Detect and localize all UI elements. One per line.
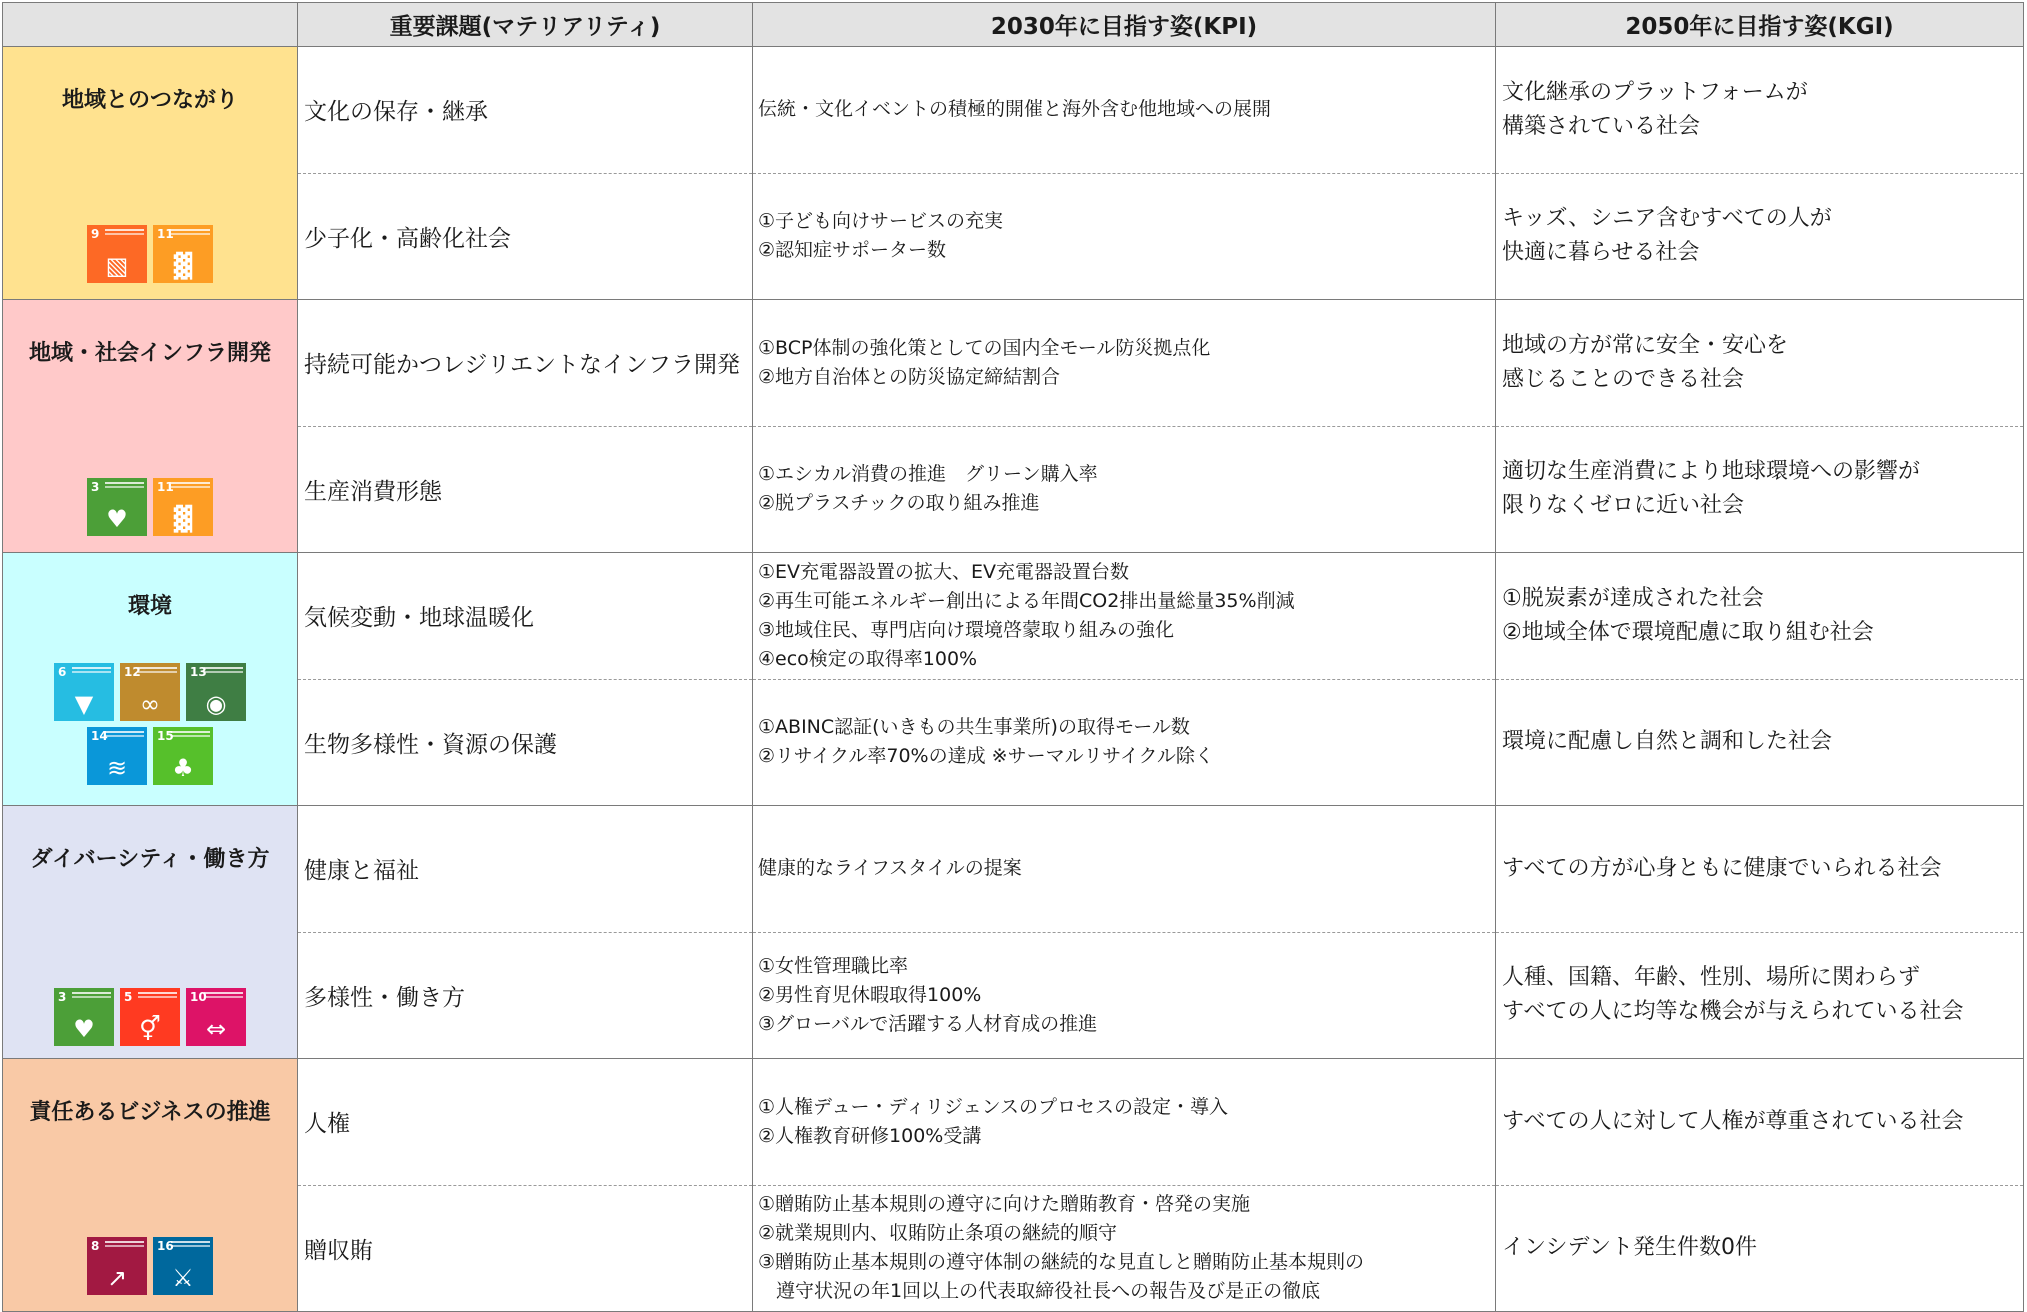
- topic-cell: 気候変動・地球温暖化: [298, 553, 753, 680]
- category-inner: [3, 806, 297, 1058]
- header-kpi: 2030年に目指す姿(KPI): [753, 3, 1496, 47]
- kpi-cell: [753, 806, 1496, 933]
- kgi-line: 地域の方が常に安全・安心を: [1502, 332, 1789, 358]
- category-inner: [3, 553, 297, 805]
- sdg-11-icon: [153, 225, 213, 283]
- kgi-line: 快適に暮らせる社会: [1502, 240, 1700, 266]
- topic-cell: 文化の保存・継承: [298, 47, 753, 174]
- health-icon: ♥: [106, 505, 128, 533]
- sdg-caption-lines: [72, 992, 111, 998]
- climate-eye-icon: ◉: [205, 690, 227, 718]
- tree-icon: ♣: [172, 754, 194, 782]
- category-title: ダイバーシティ・働き方: [30, 847, 270, 872]
- equality-icon: ⇔: [205, 1015, 227, 1043]
- sdg-13-icon: [186, 663, 246, 721]
- kpi-line: ①ABINC認証(いきもの共生事業所)の取得モール数: [758, 716, 1190, 739]
- header-topic: 重要課題(マテリアリティ): [298, 3, 753, 47]
- kgi-cell: [1496, 679, 2024, 806]
- growth-icon: ↗: [106, 1264, 128, 1292]
- kgi-cell: [1496, 806, 2024, 933]
- kpi-line: ①BCP体制の強化策としての国内全モール防災拠点化: [758, 336, 1211, 359]
- sdg-caption-lines: [105, 229, 144, 235]
- sdg-icon-group: [3, 478, 297, 536]
- kgi-line: 感じることのできる社会: [1502, 366, 1745, 392]
- header-blank-cell: [3, 3, 298, 47]
- kpi-cell: [753, 1185, 1496, 1312]
- kgi-cell: [1496, 300, 2024, 427]
- kpi-cell: [753, 173, 1496, 300]
- sdg-number: 14: [91, 729, 108, 743]
- kpi-line: ①エシカル消費の推進 グリーン購入率: [758, 463, 1098, 486]
- sdg-number: 12: [124, 665, 141, 679]
- category-cell: [3, 1059, 298, 1312]
- kpi-cell: [753, 300, 1496, 427]
- kgi-cell: [1496, 1185, 2024, 1312]
- health-icon: ♥: [73, 1015, 95, 1043]
- category-cell: [3, 553, 298, 806]
- kpi-line: ②地方自治体との防災協定締結割合: [758, 365, 1061, 388]
- sdg-icon-group: [3, 1237, 297, 1295]
- sdg-caption-lines: [105, 731, 144, 737]
- sdg-8-icon: [87, 1237, 147, 1295]
- topic-cell: 人権: [298, 1059, 753, 1186]
- kgi-cell: [1496, 932, 2024, 1059]
- table-row: [3, 1059, 2024, 1186]
- sdg-number: 11: [157, 227, 174, 241]
- materiality-table-body: [3, 47, 2024, 1312]
- sdg-number: 11: [157, 480, 174, 494]
- table-row: [3, 47, 2024, 174]
- topic-cell: 生産消費形態: [298, 426, 753, 553]
- category-inner: [3, 300, 297, 552]
- kpi-line: ②人権教育研修100%受講: [758, 1124, 982, 1147]
- sdg-number: 10: [190, 990, 207, 1004]
- sdg-number: 3: [91, 480, 100, 494]
- kgi-cell: [1496, 173, 2024, 300]
- sdg-number: 5: [124, 990, 133, 1004]
- kpi-line: ①EV充電器設置の拡大、EV充電器設置台数: [758, 560, 1130, 583]
- table-row: [3, 553, 2024, 680]
- peace-icon: ⚔: [172, 1264, 194, 1292]
- kgi-line: キッズ、シニア含むすべての人が: [1502, 206, 1832, 232]
- table-row: [3, 932, 2024, 1059]
- sdg-10-icon: [186, 988, 246, 1046]
- kpi-line: ②脱プラスチックの取り組み推進: [758, 492, 1040, 515]
- kpi-cell: [753, 1059, 1496, 1186]
- kpi-line: ③グローバルで活躍する人材育成の推進: [758, 1012, 1098, 1035]
- topic-cell: 多様性・働き方: [298, 932, 753, 1059]
- sdg-icon-group: [3, 225, 297, 283]
- table-row: [3, 806, 2024, 933]
- kgi-line: 構築されている社会: [1502, 113, 1701, 139]
- sdg-caption-lines: [72, 667, 111, 673]
- kpi-line: ①女性管理職比率: [758, 954, 909, 977]
- kpi-line: ③地域住民、専門店向け環境啓蒙取り組みの強化: [758, 618, 1175, 641]
- water-icon: ▼: [74, 690, 94, 718]
- sdg-11-icon: [153, 478, 213, 536]
- kpi-cell: [753, 679, 1496, 806]
- kgi-line: すべての方が心身ともに健康でいられる社会: [1502, 855, 1942, 881]
- table-row: [3, 679, 2024, 806]
- category-title: 地域とのつながり: [61, 88, 238, 113]
- topic-cell: 贈収賄: [298, 1185, 753, 1312]
- kgi-line: 文化継承のプラットフォームが: [1502, 79, 1808, 105]
- category-title: 地域・社会インフラ開発: [28, 341, 271, 366]
- topic-cell: 生物多様性・資源の保護: [298, 679, 753, 806]
- sdg-5-icon: [120, 988, 180, 1046]
- sdg-16-icon: [153, 1237, 213, 1295]
- gender-icon: ⚥: [139, 1015, 161, 1043]
- kpi-cell: [753, 426, 1496, 553]
- sdg-caption-lines: [204, 667, 243, 673]
- kgi-line: 環境に配慮し自然と調和した社会: [1502, 729, 1833, 755]
- kpi-line: 健康的なライフスタイルの提案: [758, 857, 1022, 880]
- sdg-icon-group: [50, 663, 250, 785]
- sdg-number: 9: [91, 227, 100, 241]
- kpi-line: ②認知症サポーター数: [758, 239, 947, 262]
- kgi-line: すべての人に対して人権が尊重されている社会: [1502, 1108, 1964, 1134]
- category-cell: [3, 806, 298, 1059]
- category-cell: [3, 300, 298, 553]
- industry-icon: ▧: [105, 252, 129, 280]
- kpi-cell: [753, 553, 1496, 680]
- kpi-cell: [753, 47, 1496, 174]
- kpi-line: ③贈賄防止基本規則の遵守体制の継続的な見直しと贈賄防止基本規則の: [758, 1251, 1365, 1274]
- sdg-number: 3: [58, 990, 67, 1004]
- category-title: 環境: [127, 594, 172, 619]
- category-inner: [3, 1059, 297, 1311]
- sdg-caption-lines: [105, 1241, 144, 1247]
- sdg-3-icon: [87, 478, 147, 536]
- kgi-line: インシデント発生件数0件: [1502, 1235, 1758, 1261]
- table-row: [3, 1185, 2024, 1312]
- kpi-line: ②男性育児休暇取得100%: [758, 983, 982, 1006]
- sdg-number: 15: [157, 729, 174, 743]
- category-cell: [3, 47, 298, 300]
- kgi-line: ②地域全体で環境配慮に取り組む社会: [1502, 619, 1874, 645]
- kgi-line: ①脱炭素が達成された社会: [1502, 585, 1764, 611]
- sdg-number: 13: [190, 665, 207, 679]
- table-row: [3, 173, 2024, 300]
- kpi-line: ②リサイクル率70%の達成 ※サーマルリサイクル除く: [758, 745, 1214, 768]
- topic-cell: 健康と福祉: [298, 806, 753, 933]
- sdg-6-icon: [54, 663, 114, 721]
- sdg-number: 6: [58, 665, 67, 679]
- sdg-caption-lines: [171, 482, 210, 488]
- topic-cell: 少子化・高齢化社会: [298, 173, 753, 300]
- kgi-cell: [1496, 426, 2024, 553]
- kpi-line: ④eco検定の取得率100%: [758, 647, 978, 670]
- kpi-line: ①人権デュー・ディリジェンスのプロセスの設定・導入: [758, 1095, 1228, 1118]
- sdg-caption-lines: [204, 992, 243, 998]
- sdg-caption-lines: [171, 229, 210, 235]
- infinity-icon: ∞: [140, 690, 160, 718]
- sdg-number: 8: [91, 1239, 100, 1253]
- header-kgi: 2050年に目指す姿(KGI): [1496, 3, 2024, 47]
- sdg-14-icon: [87, 727, 147, 785]
- sdg-caption-lines: [138, 992, 177, 998]
- sdg-caption-lines: [171, 731, 210, 737]
- sdg-3-icon: [54, 988, 114, 1046]
- kpi-line: 遵守状況の年1回以上の代表取締役社長への報告及び是正の徹底: [776, 1280, 1321, 1303]
- sdg-number: 16: [157, 1239, 174, 1253]
- sdg-caption-lines: [171, 1241, 210, 1247]
- kgi-cell: [1496, 47, 2024, 174]
- kpi-line: ①子ども向けサービスの充実: [758, 210, 1004, 233]
- sdg-15-icon: [153, 727, 213, 785]
- fish-icon: ≋: [106, 754, 128, 782]
- topic-cell: 持続可能かつレジリエントなインフラ開発: [298, 300, 753, 427]
- kgi-line: 適切な生産消費により地球環境への影響が: [1502, 459, 1921, 485]
- kpi-line: ①贈賄防止基本規則の遵守に向けた贈賄教育・啓発の実施: [758, 1193, 1251, 1216]
- kpi-line: ②再生可能エネルギー創出による年間CO2排出量総量35%削減: [758, 589, 1295, 612]
- category-inner: [3, 47, 297, 299]
- sdg-caption-lines: [138, 667, 177, 673]
- table-row: [3, 426, 2024, 553]
- table-row: [3, 300, 2024, 427]
- kgi-line: すべての人に均等な機会が与えられている社会: [1502, 999, 1964, 1025]
- materiality-table: [2, 2, 2024, 1312]
- kpi-line: ②就業規則内、収賄防止条項の継続的順守: [758, 1222, 1118, 1245]
- kgi-line: 人種、国籍、年齢、性別、場所に関わらず: [1502, 965, 1921, 991]
- city-icon: ▓: [173, 505, 193, 533]
- kpi-cell: [753, 932, 1496, 1059]
- sdg-caption-lines: [105, 482, 144, 488]
- kgi-cell: [1496, 553, 2024, 680]
- kgi-cell: [1496, 1059, 2024, 1186]
- category-title: 責任あるビジネスの推進: [29, 1100, 271, 1125]
- kpi-line: 伝統・文化イベントの積極的開催と海外含む他地域への展開: [758, 98, 1272, 121]
- kgi-line: 限りなくゼロに近い社会: [1502, 493, 1745, 519]
- sdg-12-icon: [120, 663, 180, 721]
- sdg-9-icon: [87, 225, 147, 283]
- header-row: [3, 3, 2024, 47]
- sdg-icon-group: [3, 988, 297, 1046]
- city-icon: ▓: [173, 252, 193, 280]
